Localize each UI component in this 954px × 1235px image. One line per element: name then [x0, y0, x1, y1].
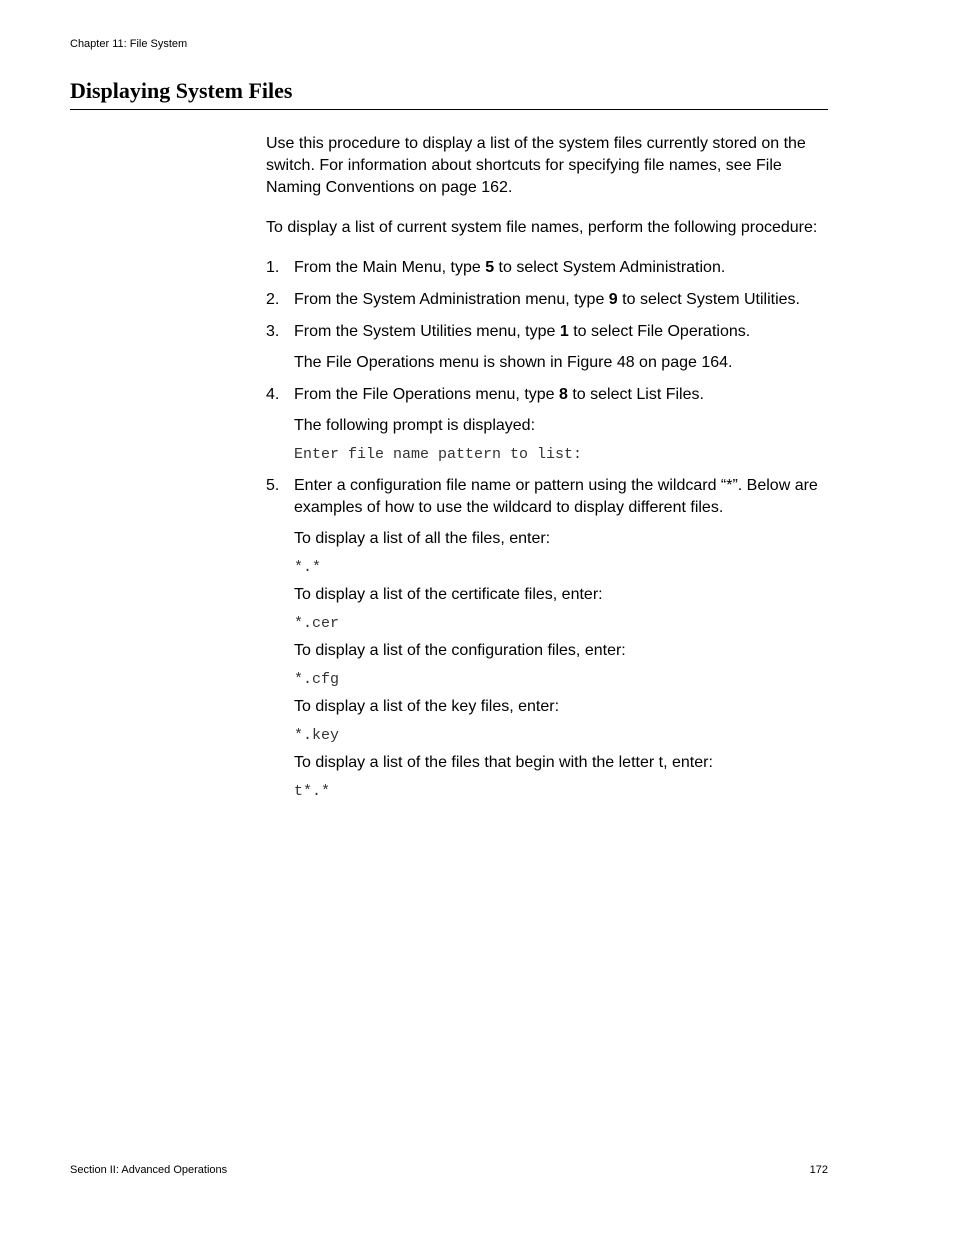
menu-key: 8 — [559, 386, 568, 403]
example-label: To display a list of the key files, enter: — [294, 698, 560, 715]
code-example: *.key — [294, 727, 340, 744]
body-content — [266, 133, 832, 812]
step-5 — [266, 475, 832, 802]
step-number: 2. — [266, 291, 280, 308]
menu-key: 1 — [559, 323, 569, 340]
intro-paragraph-1: Use this procedure to display a list of the system files currently stored on the switch. For information about shortcuts for specifying file names, see File Naming Conventions on page 162. — [266, 135, 806, 196]
intro-paragraph-2: To display a list of current system file names, perform the following procedure: — [266, 219, 818, 236]
step-text: From the File Operations menu, type 8 to select List Files. — [294, 386, 704, 403]
menu-key: 5 — [485, 259, 495, 276]
code-example: *.* — [294, 559, 322, 576]
step-number: 5. — [266, 477, 280, 494]
code-example: *.cer — [294, 615, 340, 632]
step-number: 3. — [266, 323, 280, 340]
step-2 — [266, 289, 832, 311]
step-3 — [266, 321, 832, 374]
step-note: The following prompt is displayed: — [294, 417, 536, 434]
procedure-steps — [266, 257, 832, 802]
menu-key: 9 — [608, 291, 618, 308]
example-label: To display a list of the certificate files, enter: — [294, 586, 603, 603]
running-header: Chapter 11: File System — [70, 38, 188, 50]
step-text: From the System Utilities menu, type 1 to select File Operations. — [294, 323, 751, 340]
step-4 — [266, 384, 832, 465]
step-text: From the System Administration menu, type 9 to select System Utilities. — [294, 291, 800, 308]
example-label: To display a list of the files that begin with the letter t, enter: — [294, 754, 713, 771]
step-note: The File Operations menu is shown in Figure 48 on page 164. — [294, 354, 733, 371]
example-label: To display a list of all the files, enter: — [294, 530, 551, 547]
title-divider — [70, 109, 828, 110]
code-example: *.cfg — [294, 671, 340, 688]
code-example: t*.* — [294, 783, 331, 800]
step-text: From the Main Menu, type 5 to select System Administration. — [294, 259, 726, 276]
step-number: 1. — [266, 259, 280, 276]
step-1 — [266, 257, 832, 279]
footer-section: Section II: Advanced Operations — [70, 1164, 228, 1176]
section-title: Displaying System Files — [70, 78, 293, 103]
example-label: To display a list of the configuration files, enter: — [294, 642, 626, 659]
code-prompt: Enter file name pattern to list: — [294, 446, 583, 463]
page-number: 172 — [809, 1164, 828, 1176]
step-number: 4. — [266, 386, 280, 403]
step-text: Enter a configuration file name or pattern using the wildcard “*”. Below are examples of how to use the wildcard to display different files. — [294, 477, 818, 516]
